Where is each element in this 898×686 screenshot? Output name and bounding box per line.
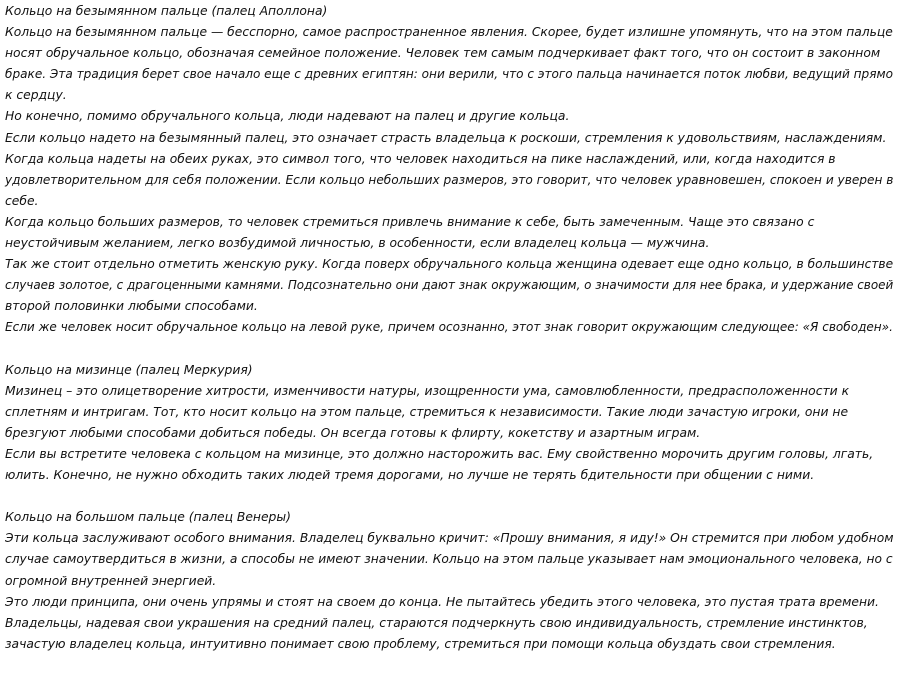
paragraph: [5, 527, 898, 590]
text-line: к сердцу.: [5, 87, 67, 103]
paragraph: [5, 21, 898, 105]
text-line: сплетням и интригам. Тот, кто носит кольцо на этом пальце, стремиться к независимости. Такие люди зачастую игроки, они не: [5, 403, 849, 419]
paragraph: [5, 253, 898, 316]
text-line: второй половинки любыми способами.: [5, 298, 258, 314]
paragraph: [5, 127, 898, 148]
text-line: себе.: [5, 192, 39, 208]
section-heading: Кольцо на большом пальце (палец Венеры): [5, 509, 291, 525]
text-line: Владельцы, надевая свои украшения на средний палец, стараются подчеркнуть свою индивидуальность, стремление инстинктов,: [5, 614, 868, 630]
text-line: зачастую владелец кольца, интуитивно понимает свою проблему, стремиться при помощи кольца обуздать свои стремления.: [5, 635, 836, 651]
paragraph: [5, 148, 898, 211]
text-line: случаев золотое, с драгоценными камнями. Подсознательно они дают знак окружающим, о значимости для нее брака, и удержание своей: [5, 277, 894, 293]
section-spacer: [5, 338, 898, 359]
text-line: Так же стоит отдельно отметить женскую руку. Когда поверх обручального кольца женщина одевает еще одно кольцо, в большинстве: [5, 256, 894, 272]
text-line: носят обручальное кольцо, обозначая семейное положение. Человек тем самым подчеркивает факт того, что он состоит в законном: [5, 45, 881, 61]
section-thumb: [5, 506, 898, 654]
text-line: огромной внутренней энергией.: [5, 572, 217, 588]
section-heading: Кольцо на безымянном пальце (палец Аполлона): [5, 3, 328, 18]
text-line: Эти кольца заслуживают особого внимания. Владелец буквально кричит: «Прошу внимания, я иду!» Он стремится при любом удобном: [5, 530, 894, 546]
paragraph: [5, 105, 898, 126]
text-line: Когда кольца надеты на обеих руках, это символ того, что человек находиться на пике наслаждений, или, когда находится в: [5, 150, 836, 166]
text-line: Если кольцо надето на безымянный палец, это означает страсть владельца к роскоши, стремления к удовольствиям, наслаждениям.: [5, 129, 887, 145]
text-line: случае самоутвердиться в жизни, а способы не имеют значении. Кольцо на этом пальце указывает нам эмоционального человека, но с: [5, 551, 893, 567]
section-spacer: [5, 485, 898, 506]
section-ring-finger: [5, 0, 898, 338]
text-line: юлить. Конечно, не нужно обходить таких людей тремя дорогами, но лучше не терять бдительности при общении с ними.: [5, 467, 815, 483]
text-line: Мизинец – это олицетворение хитрости, изменчивости натуры, изощренности ума, самовлюбленности, предрасположенности к: [5, 382, 850, 398]
text-line: Когда кольцо больших размеров, то человек стремиться привлечь внимание к себе, быть замеченным. Чаще это связано с: [5, 213, 815, 229]
paragraph: [5, 316, 898, 337]
section-little-finger: [5, 359, 898, 486]
text-line: Кольцо на безымянном пальце — бесспорно, самое распространенное явления. Скорее, будет излишне упомянуть, что на этом пальце: [5, 24, 893, 40]
text-line: браке. Эта традиция берет свое начало еще с древних египтян: они верили, что с этого пальца начинается поток любви, ведущий прямо: [5, 66, 893, 82]
text-line: удовлетворительном для себя положении. Если кольцо небольших размеров, это говорит, что человек уравновешен, спокоен и уверен в: [5, 171, 894, 187]
text-line: Это люди принципа, они очень упрямы и стоят на своем до конца. Не пытайтесь убедить этого человека, это пустая трата времени.: [5, 593, 879, 609]
text-line: неустойчивым желанием, легко возбудимой личностью, в особенности, если владелец кольца — мужчина.: [5, 235, 710, 251]
text-line: Но конечно, помимо обручального кольца, люди надевают на палец и другие кольца.: [5, 108, 570, 124]
section-heading: Кольцо на мизинце (палец Меркурия): [5, 361, 253, 377]
paragraph: [5, 443, 898, 485]
text-line: брезгуют любыми способами добиться победы. Он всегда готовы к флирту, кокетству и азартным играм.: [5, 424, 701, 440]
text-line: Если же человек носит обручальное кольцо на левой руке, причем осознанно, этот знак говорит окружающим следующее: «Я свободен».: [5, 319, 893, 335]
paragraph: [5, 591, 898, 654]
paragraph: [5, 211, 898, 253]
paragraph: [5, 380, 898, 443]
text-line: Если вы встретите человека с кольцом на мизинце, это должно насторожить вас. Ему свойственно морочить другим головы, лгать,: [5, 445, 874, 461]
